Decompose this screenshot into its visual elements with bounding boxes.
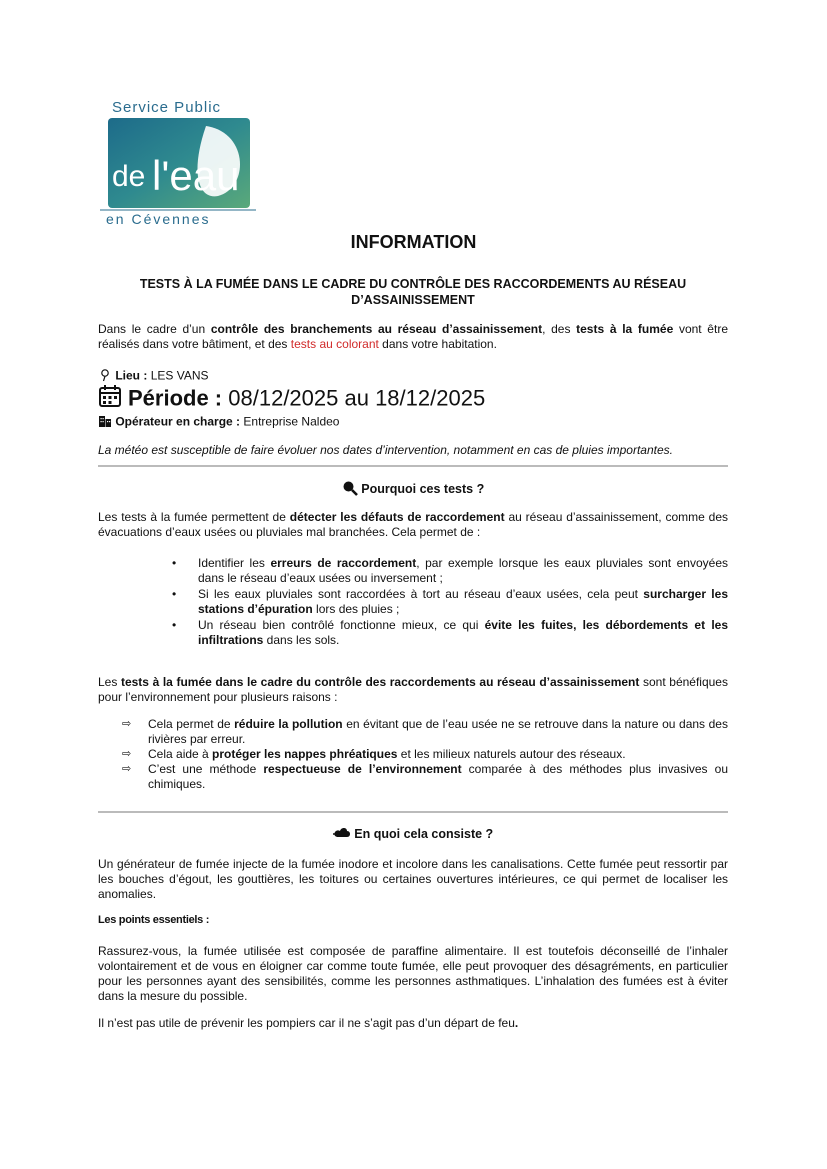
divider — [98, 811, 728, 813]
lieu-value: LES VANS — [150, 368, 209, 383]
essentials-label: Les points essentiels : — [98, 914, 210, 926]
service-public-eau-logo — [98, 92, 260, 232]
periode-label: Période : — [128, 385, 223, 411]
section-consiste-heading: En quoi cela consiste ? — [98, 826, 728, 843]
list-item: • Identifier les erreurs de raccordement, par exemple lorsque les eaux pluviales sont envoyées dans le réseau d’eaux usées ou inversement ; — [172, 556, 728, 586]
page-title: INFORMATION — [350, 232, 477, 252]
logo-line3: en Cévennes — [106, 211, 211, 227]
list-item: • Si les eaux pluviales sont raccordées à tort au réseau d’eaux usées, cela peut surcharger les stations d’épuration lors des pluies ; — [172, 587, 728, 617]
list-item: ⇨ Cela aide à protéger les nappes phréatiques et les milieux naturels autour des réseaux. — [122, 747, 626, 761]
arrow-right-icon: ⇨ — [122, 748, 132, 760]
raccordement-bullets — [172, 556, 728, 649]
divider — [98, 465, 728, 467]
arrow-right-icon: ⇨ — [122, 763, 132, 775]
consiste-paragraph-2: Rassurez-vous, la fumée utilisée est composée de paraffine alimentaire. Il est toutefois déconseillé de l’inhaler volontairement et de vous en éloigner car comme toute fumée, elle peut provoquer des désagréments, en particulier pour les personnes ayant des sensibilités, comme les personnes asthmatiques. L’inhalation des fumées est à éviter dans la mesure du possible. — [98, 944, 728, 1003]
environnement-arrows — [122, 717, 728, 792]
section-pourquoi-heading: Pourquoi ces tests ? — [98, 480, 728, 499]
building-icon — [98, 414, 112, 431]
lieu-label: Lieu : — [115, 368, 148, 383]
operateur-value: Entreprise Naldeo — [243, 414, 340, 429]
logo-line2-de: de — [112, 160, 146, 193]
consiste-paragraph-1: Un générateur de fumée injecte de la fumée inodore et incolore dans les canalisations. Cette fumée peut ressortir par les bouches d’égout, les gouttières, les toitures ou certaines ouvertures intérieures, ce qui permet de localiser les anomalies. — [98, 857, 728, 901]
smoke-cloud-icon — [333, 826, 351, 843]
calendar-icon — [98, 384, 122, 415]
meteo-note: La météo est susceptible de faire évoluer nos dates d’intervention, notamment en cas de pluies importantes. — [98, 443, 673, 457]
arrow-right-icon: ⇨ — [122, 718, 132, 730]
logo-line2-leau: l'eau — [152, 152, 240, 199]
periode-line — [98, 384, 485, 415]
logo-line1: Service Public — [112, 99, 222, 116]
intro-paragraph: Dans le cadre d’un contrôle des branchements au réseau d’assainissement, des tests à la fumée vont être réalisés dans votre bâtiment, et des tests au colorant dans votre habitation. — [98, 322, 728, 351]
magnifier-icon — [342, 480, 358, 499]
consiste-paragraph-3: Il n’est pas utile de prévenir les pompiers car il ne s’agit pas d’un départ de feu. — [98, 1016, 519, 1030]
pourquoi-paragraph-1: Les tests à la fumée permettent de détecter les défauts de raccordement au réseau d’assainissement, comme des évacuations d’eaux usées ou pluviales mal branchées. Cela permet de : — [98, 510, 728, 539]
colorant-tests-highlight: tests au colorant — [290, 337, 379, 351]
periode-value: 08/12/2025 au 18/12/2025 — [228, 385, 486, 411]
operateur-label: Opérateur en charge : — [115, 414, 241, 429]
pin-icon — [98, 368, 112, 385]
list-item: ⇨ Cela permet de réduire la pollution en évitant que de l’eau usée ne se retrouve dans la nature ou dans des rivières par erreur. — [122, 717, 728, 746]
lieu-line — [98, 368, 209, 385]
list-item: ⇨ C’est une méthode respectueuse de l’environnement comparée à des méthodes plus invasives ou chimiques. — [122, 762, 728, 791]
list-item: • Un réseau bien contrôlé fonctionne mieux, ce qui évite les fuites, les débordements et les infiltrations dans les sols. — [172, 618, 728, 648]
pourquoi-paragraph-2: Les tests à la fumée dans le cadre du contrôle des raccordements au réseau d’assainissement sont bénéfiques pour l’environnement pour plusieurs raisons : — [98, 675, 728, 704]
page-subtitle: TESTS À LA FUMÉE DANS LE CADRE DU CONTRÔLE DES RACCORDEMENTS AU RÉSEAU D’ASSAINISSEMENT — [139, 277, 687, 307]
operateur-line — [98, 414, 339, 431]
